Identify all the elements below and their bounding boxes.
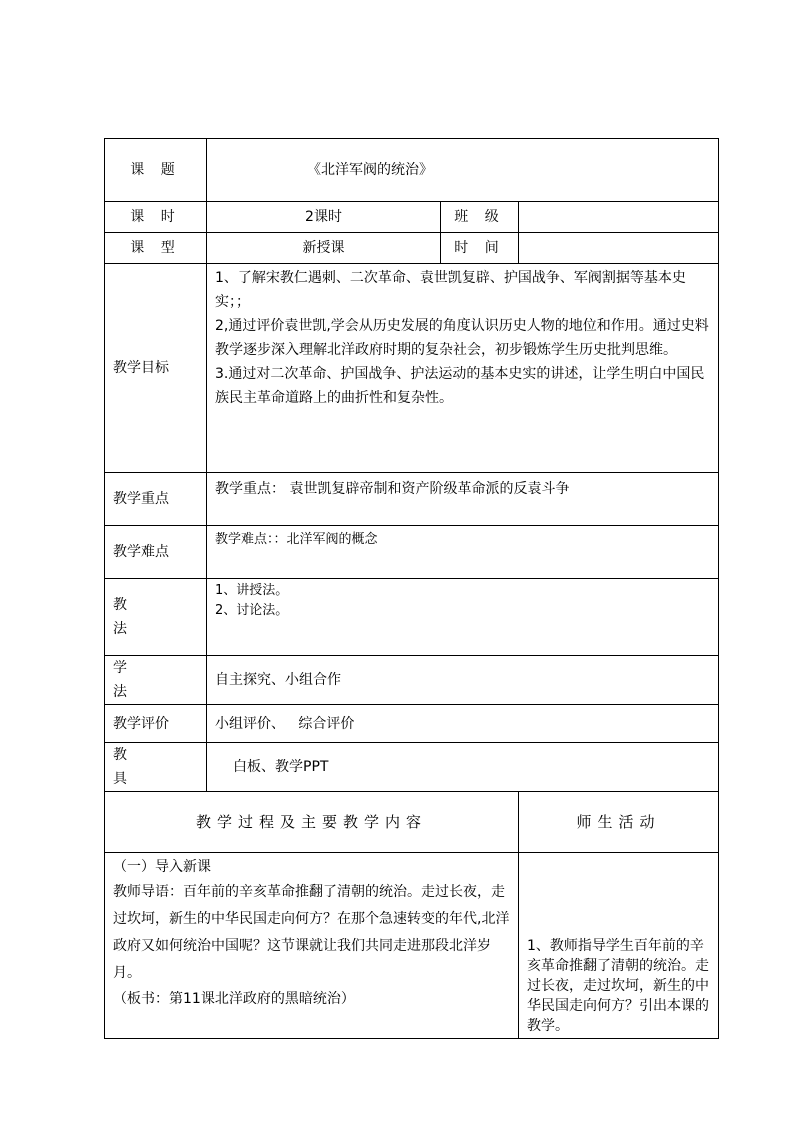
row-evaluation xyxy=(105,705,719,743)
value-type: 新授课 xyxy=(207,233,441,264)
row-type xyxy=(105,233,719,264)
label-class: 班 级 xyxy=(441,202,519,233)
objective-line-2: 2,通过评价袁世凯,学会从历史发展的角度认识历史人物的地位和作用。通过史料教学逐步深入理解北洋政府时期的复杂社会，初步锻炼学生历史批判思维。 xyxy=(215,318,709,358)
label-evaluation: 教学评价 xyxy=(105,705,207,743)
value-class xyxy=(519,202,719,233)
process-line-3: （板书：第11课北洋政府的黑暗统治） xyxy=(113,991,355,1007)
row-process-content xyxy=(105,853,719,1039)
label-difficulties: 教学难点 xyxy=(105,526,207,579)
value-time xyxy=(519,233,719,264)
row-methods xyxy=(105,579,719,656)
row-tools xyxy=(105,743,719,792)
process-content-left xyxy=(105,853,519,1039)
method-line-1: 1、讲授法。 xyxy=(215,583,289,598)
value-objectives xyxy=(207,264,719,473)
label-time: 时 间 xyxy=(441,233,519,264)
label-objectives: 教学目标 xyxy=(105,264,207,473)
lesson-plan-table xyxy=(104,138,719,1039)
label-tools: 教 具 xyxy=(105,743,207,792)
value-tools: 白板、教学PPT xyxy=(207,743,719,792)
value-study: 自主探究、小组合作 xyxy=(207,656,719,705)
row-key-points xyxy=(105,473,719,526)
row-hours xyxy=(105,202,719,233)
label-study: 学 法 xyxy=(105,656,207,705)
label-hours: 课 时 xyxy=(105,202,207,233)
process-header-left: 教学过程及主要教学内容 xyxy=(105,792,519,853)
objective-line-3: 3.通过对二次革命、护国战争、护法运动的基本史实的讲述，让学生明白中国民族民主革命道路上的曲折性和复杂性。 xyxy=(215,366,705,406)
value-evaluation: 小组评价、 综合评价 xyxy=(207,705,719,743)
process-header-right: 师生活动 xyxy=(519,792,719,853)
label-type: 课 型 xyxy=(105,233,207,264)
label-topic: 课 题 xyxy=(105,139,207,202)
row-difficulties xyxy=(105,526,719,579)
value-topic xyxy=(207,139,719,202)
row-objectives xyxy=(105,264,719,473)
row-study xyxy=(105,656,719,705)
label-methods: 教 法 xyxy=(105,579,207,656)
method-line-2: 2、讨论法。 xyxy=(215,603,289,618)
value-key-points: 教学重点： 袁世凯复辟帝制和资产阶级革命派的反袁斗争 xyxy=(207,473,719,526)
label-key-points: 教学重点 xyxy=(105,473,207,526)
process-content-right: 1、教师指导学生百年前的辛亥革命推翻了清朝的统治。走过长夜，走过坎坷，新生的中华民国走向何方？引出本课的教学。 xyxy=(519,853,719,1039)
process-line-2: 教师导语：百年前的辛亥革命推翻了清朝的统治。走过长夜，走过坎坷，新生的中华民国走向何方？在那个急速转变的年代,北洋政府又如何统治中国呢？这节课就让我们共同走进那段北洋岁月。 xyxy=(113,884,510,981)
topic-text: 《北洋军阀的统治》 xyxy=(307,162,433,178)
value-difficulties: 教学难点：：北洋军阀的概念 xyxy=(207,526,719,579)
value-hours: 2课时 xyxy=(207,202,441,233)
process-line-1: （一）导入新课 xyxy=(113,859,211,875)
row-process-header xyxy=(105,792,719,853)
value-methods xyxy=(207,579,719,656)
row-topic xyxy=(105,139,719,202)
objective-line-1: 1、了解宋教仁遇刺、二次革命、袁世凯复辟、护国战争、军阀割据等基本史实；； xyxy=(215,270,686,310)
